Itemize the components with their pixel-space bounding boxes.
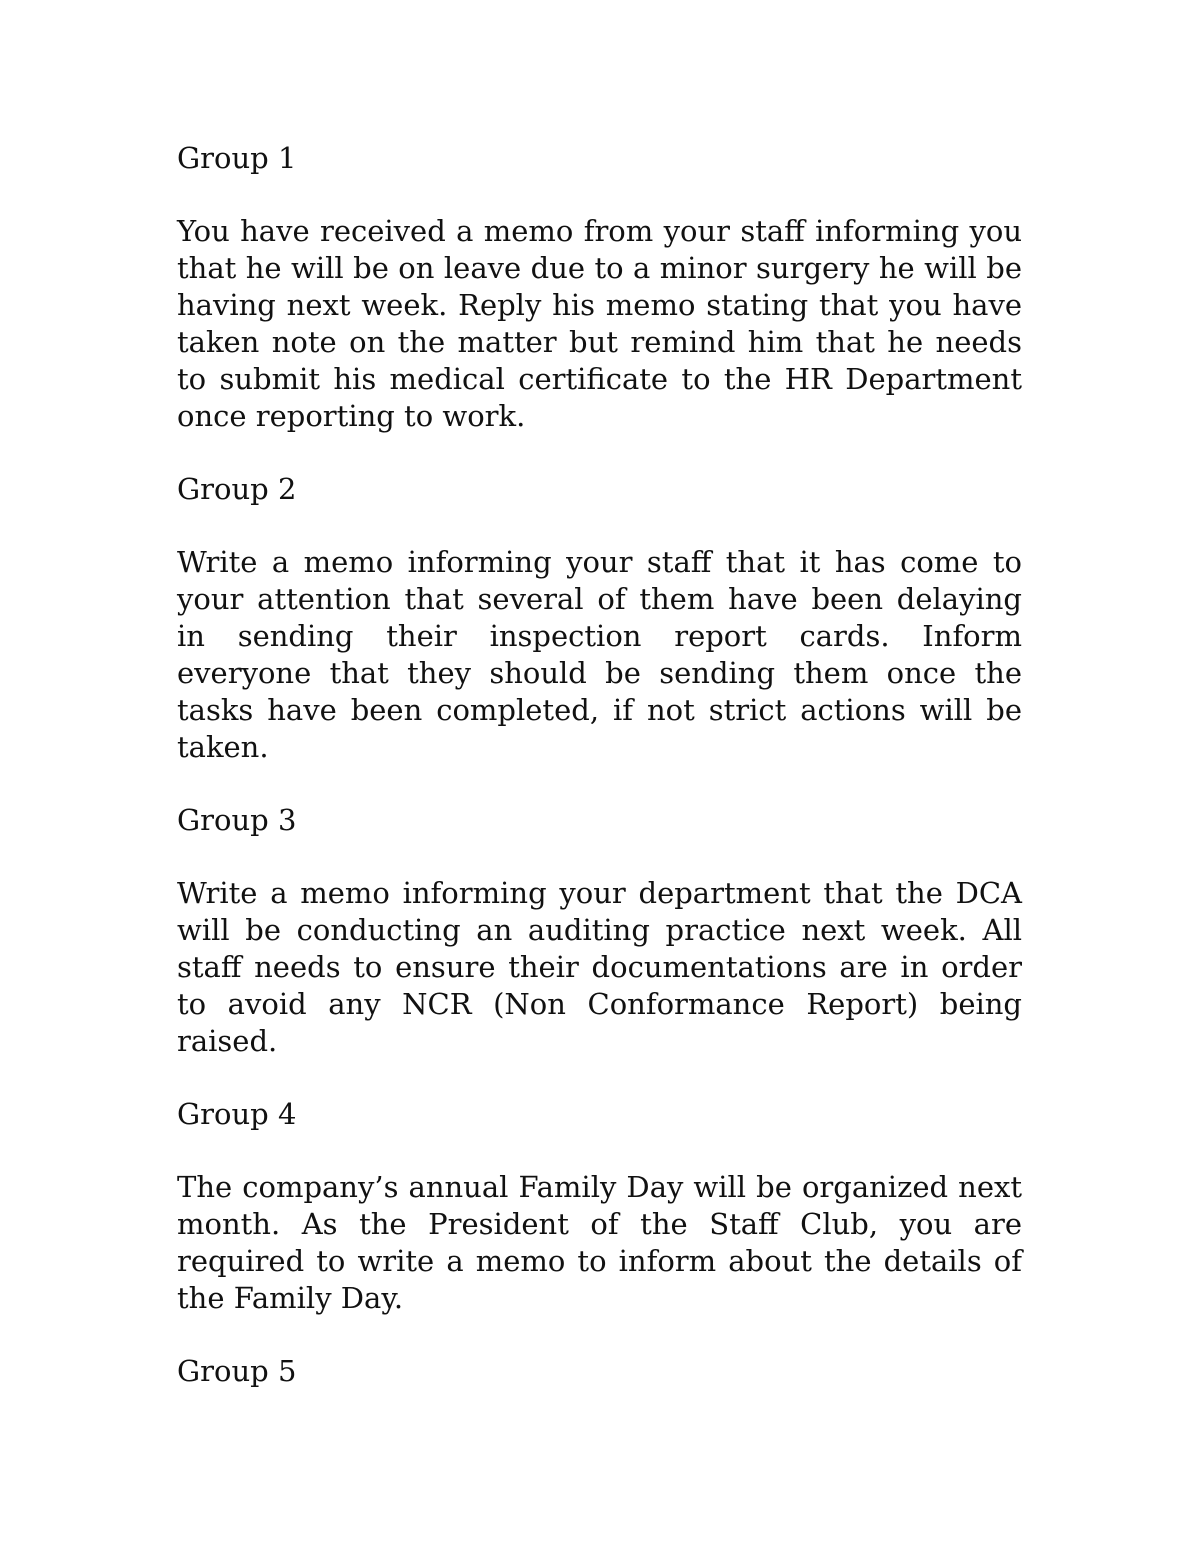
group-2-heading: Group 2	[177, 472, 297, 506]
group-4-body: The company’s annual Family Day will be organized next month. As the President of the Staff Club, you are required to write a memo to inform about the details of the Family Day.	[177, 1170, 1022, 1315]
document-content	[177, 140, 1022, 1390]
group-1-heading: Group 1	[177, 141, 297, 175]
group-4-heading: Group 4	[177, 1097, 297, 1131]
group-3-heading: Group 3	[177, 803, 297, 837]
group-1-body: You have received a memo from your staff informing you that he will be on leave due to a minor surgery he will be having next week. Reply his memo stating that you have taken note on the matter but remind him that he needs to submit his medical certificate to the HR Department once reporting to work.	[177, 214, 1022, 433]
group-2-body: Write a memo informing your staff that it has come to your attention that several of them have been delaying in sending their inspection report cards. Inform everyone that they should be sending them once the tasks have been completed, if not strict actions will be taken.	[177, 545, 1022, 764]
group-3-body: Write a memo informing your department that the DCA will be conducting an auditing practice next week. All staff needs to ensure their documentations are in order to avoid any NCR (Non Conformance Report) being raised.	[177, 876, 1022, 1058]
group-5-heading: Group 5	[177, 1354, 297, 1388]
